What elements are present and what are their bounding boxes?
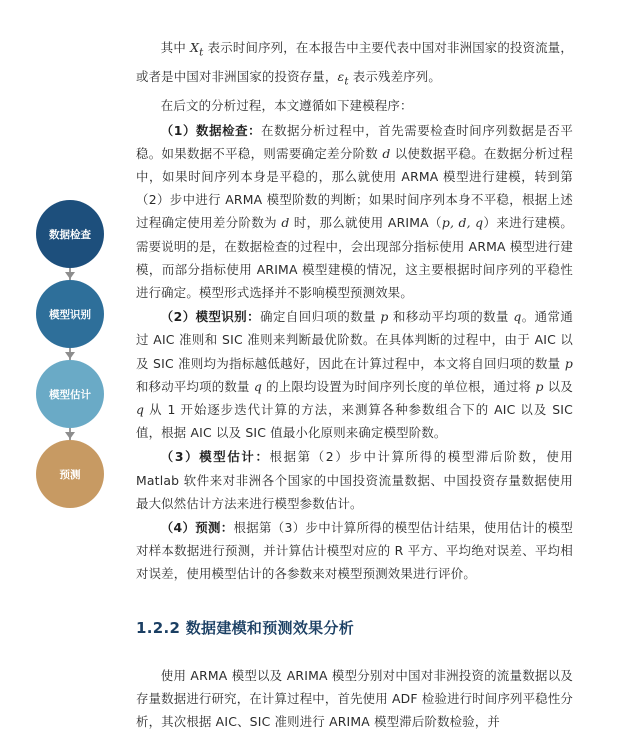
flow-node-model-estimation: 模型估计 — [36, 360, 104, 428]
section-heading: 1.2.2 数据建模和预测效果分析 — [136, 619, 355, 637]
paragraph-procedure-intro: 在后文的分析过程，本文遵循如下建模程序： — [160, 98, 413, 114]
flow-node-model-identification: 模型识别 — [36, 280, 104, 348]
paragraph-step-3: （3）模型估计：根据第（2）步中计算所得的模型滞后阶数，使用 Matlab 软件来对非洲各个国家的中国投资流量数据、中国投资存量数据使用最大似然估计方法来进行模型参数估计。 — [136, 449, 573, 511]
section-body-text — [136, 664, 573, 734]
body-text — [136, 36, 573, 586]
paragraph-step-1: （1）数据检查：在数据分析过程中，首先需要检查时间序列数据是否平稳。如果数据不平稳，则需要确定差分阶数 d 以使数据平稳。在数据分析过程中，如果时间序列本身是平稳的，那么就使用 ARMA 模型进行建模，转到第（2）步中进行 ARMA 模型阶数的判断；如果时间序列本身不平稳，根据上述过程确定使用差分阶数为 d 时，那么就使用 ARIMA（p, d, q）来进行建模。需要说明的是，在数据检查的过程中，会出现部分指标使用 ARMA 模型进行建模，而部分指标使用 ARIMA 模型建模的情况，这主要根据时间序列的平稳性进行确定。模型形式选择并不影响模型预测效果。 — [136, 122, 573, 300]
paragraph-step-4: （4）预测：根据第（3）步中计算所得的模型估计结果，使用估计的模型对样本数据进行预测，并计算估计模型对应的 R 平方、平均绝对误差、平均相对误差，使用模型估计的各参数来对模型预测效果进行评价。 — [136, 520, 573, 582]
flow-node-data-check: 数据检查 — [36, 200, 104, 268]
paragraph-variables: 其中 $X_t$ 表示时间序列，在本报告中主要代表中国对非洲国家的投资流量，或者是中国对非洲国家的投资存量，$\varepsilon_t$ 表示残差序列。 — [136, 40, 573, 88]
modeling-flow-diagram — [30, 200, 110, 510]
paragraph-section-intro: 使用 ARMA 模型以及 ARIMA 模型分别对中国对非洲投资的流量数据以及存量数据进行研究，在计算过程中，首先使用 ADF 检验进行时间序列平稳性分析，其次根据 AIC、SIC 准则进行 ARIMA 模型滞后阶数检验，并 — [136, 668, 573, 730]
flow-arrow-icon — [65, 432, 75, 439]
flow-arrow-icon — [65, 272, 75, 279]
flow-arrow-icon — [65, 352, 75, 359]
flow-node-prediction: 预测 — [36, 440, 104, 508]
paragraph-step-2: （2）模型识别：确定自回归项的数量 p 和移动平均项的数量 q。通常通过 AIC 准则和 SIC 准则来判断最优阶数。在具体判断的过程中，由于 AIC 以及 SIC 准则均为指标越低越好，因此在计算过程中，本文将自回归项的数量 p 和移动平均项的数量 q 的上限均设置为时间序列长度的单位根，通过将 p 以及 q 从 1 开始逐步迭代计算的方法，来测算各种参数组合下的 AIC 以及 SIC 值，根据 AIC 以及 SIC 值最小化原则来确定模型阶数。 — [136, 309, 573, 441]
